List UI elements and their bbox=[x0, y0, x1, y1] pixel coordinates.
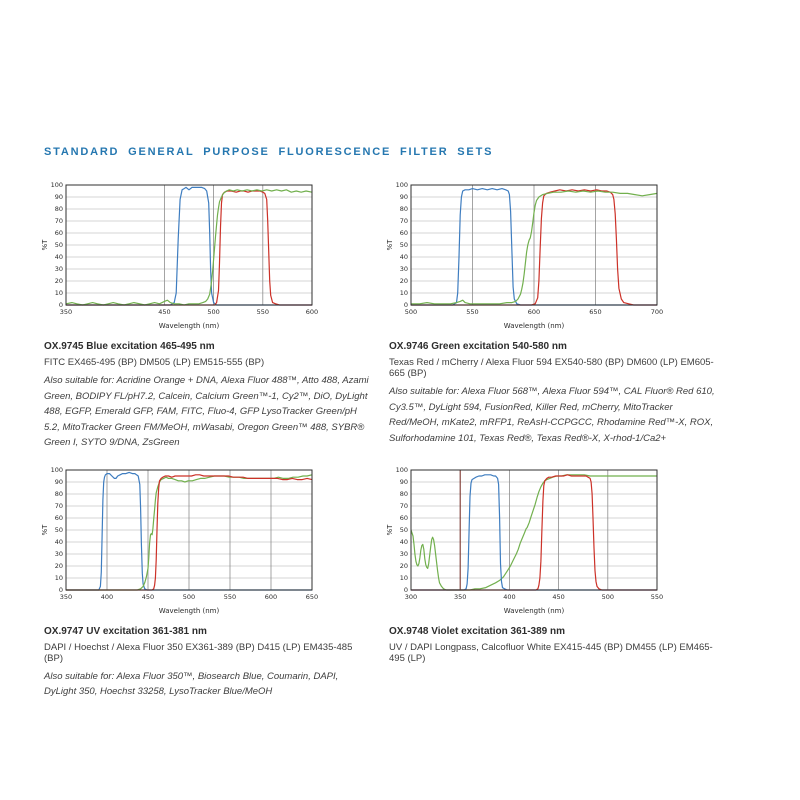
y-tick-label: 50 bbox=[54, 525, 63, 534]
series-dichroic-longpass bbox=[66, 190, 312, 305]
spectrum-plot bbox=[385, 180, 665, 332]
y-tick-label: 30 bbox=[399, 265, 408, 274]
y-axis-label: %T bbox=[41, 524, 49, 535]
y-axis-label: %T bbox=[386, 524, 394, 535]
series-dichroic-longpass bbox=[411, 474, 657, 589]
page-title: STANDARD GENERAL PURPOSE FLUORESCENCE FILTER SETS bbox=[44, 146, 494, 158]
y-axis-label: %T bbox=[386, 239, 394, 251]
x-tick-label: 500 bbox=[404, 308, 418, 316]
y-tick-label: 100 bbox=[50, 465, 63, 474]
x-tick-label: 350 bbox=[59, 308, 73, 316]
filter-set-spec: UV / DAPI Longpass, Calcofluor White EX415-445 (BP) DM455 (LP) EM465-495 (LP) bbox=[389, 641, 713, 664]
x-tick-label: 350 bbox=[453, 592, 467, 601]
x-tick-label: 350 bbox=[59, 592, 73, 601]
y-tick-label: 30 bbox=[54, 549, 63, 558]
filter-set-also-suitable: Also suitable for: Acridine Orange + DNA, Alexa Fluor 488™, Atto 488, Azami Green, BODIPY FL/pH7.2, Calcein, Calcium Green™-1, Cy2™, DiO, DyLight 488, EGFP, Emerald GFP, FAM, FITC, Fluo-4, GFP LysoTracker Green/pH 5.2, MitoTracker Green FM/MeOH, mWasabi, Oregon Green™ 488, SYBR® Green I, SYTO 9/DNA, ZsGreen bbox=[44, 375, 369, 448]
y-tick-label: 50 bbox=[399, 525, 408, 534]
x-tick-label: 550 bbox=[256, 308, 270, 316]
y-tick-label: 0 bbox=[58, 585, 63, 594]
y-tick-label: 90 bbox=[399, 477, 408, 486]
y-tick-label: 0 bbox=[58, 301, 63, 310]
spectrum-chart-ox9746 bbox=[385, 180, 665, 332]
filter-set-ox9746 bbox=[385, 180, 716, 451]
filter-set-also-suitable: Also suitable for: Alexa Fluor 350™, Biosearch Blue, Coumarin, DAPI, DyLight 350, Hoechst 33258, LysoTracker Blue/MeOH bbox=[44, 670, 339, 697]
y-tick-label: 100 bbox=[395, 465, 408, 474]
x-axis-label: Wavelength (nm) bbox=[158, 606, 220, 615]
y-tick-label: 0 bbox=[403, 301, 408, 310]
y-tick-label: 10 bbox=[399, 573, 408, 582]
filter-set-heading: OX.9747 UV excitation 361-381 nm bbox=[44, 625, 207, 637]
y-tick-label: 0 bbox=[403, 585, 408, 594]
y-tick-label: 20 bbox=[54, 277, 63, 286]
y-tick-label: 70 bbox=[54, 501, 63, 510]
y-tick-label: 20 bbox=[399, 561, 408, 570]
filter-set-spec: DAPI / Hoechst / Alexa Fluor 350 EX361-389 (BP) D415 (LP) EM435-485 (BP) bbox=[44, 641, 353, 664]
y-tick-label: 60 bbox=[399, 229, 408, 238]
x-tick-label: 500 bbox=[207, 308, 220, 316]
series-emission-bandpass bbox=[66, 191, 312, 305]
filter-set-heading: OX.9748 Violet excitation 361-389 nm bbox=[389, 625, 566, 637]
y-tick-label: 40 bbox=[399, 253, 408, 262]
y-tick-label: 70 bbox=[399, 217, 408, 226]
x-tick-label: 600 bbox=[305, 308, 319, 316]
y-tick-label: 100 bbox=[50, 181, 63, 190]
x-tick-label: 400 bbox=[100, 592, 114, 601]
filter-set-spec: Texas Red / mCherry / Alexa Fluor 594 EX540-580 (BP) DM600 (LP) EM605-665 (BP) bbox=[389, 357, 714, 379]
series-excitation-bandpass bbox=[411, 474, 657, 589]
spectrum-chart-ox9748 bbox=[385, 465, 665, 617]
x-axis-label: Wavelength (nm) bbox=[503, 322, 565, 330]
x-tick-label: 550 bbox=[650, 592, 664, 601]
x-tick-label: 550 bbox=[466, 308, 479, 316]
x-tick-label: 600 bbox=[527, 308, 541, 316]
x-tick-label: 650 bbox=[589, 308, 602, 316]
x-tick-label: 450 bbox=[158, 308, 171, 316]
filter-set-grid bbox=[40, 180, 720, 700]
y-tick-label: 30 bbox=[54, 265, 63, 274]
y-tick-label: 70 bbox=[54, 217, 63, 226]
spectrum-plot bbox=[40, 465, 320, 617]
x-axis-label: Wavelength (nm) bbox=[158, 322, 220, 330]
spectrum-chart-ox9745 bbox=[40, 180, 320, 332]
x-tick-label: 600 bbox=[264, 592, 278, 601]
filter-set-heading: OX.9746 Green excitation 540-580 nm bbox=[389, 341, 567, 352]
y-tick-label: 90 bbox=[399, 193, 408, 202]
y-tick-label: 20 bbox=[54, 561, 63, 570]
x-tick-label: 650 bbox=[305, 592, 319, 601]
y-tick-label: 80 bbox=[399, 205, 408, 214]
x-tick-label: 400 bbox=[503, 592, 516, 601]
filter-set-spec: FITC EX465-495 (BP) DM505 (LP) EM515-555 (BP) bbox=[44, 357, 265, 368]
y-tick-label: 10 bbox=[399, 289, 408, 298]
y-tick-label: 40 bbox=[54, 253, 63, 262]
x-tick-label: 450 bbox=[141, 592, 155, 601]
y-tick-label: 100 bbox=[395, 181, 408, 190]
y-tick-label: 50 bbox=[399, 241, 408, 250]
y-axis-label: %T bbox=[41, 239, 49, 251]
filter-set-ox9747 bbox=[40, 465, 371, 700]
y-tick-label: 60 bbox=[399, 513, 408, 522]
y-tick-label: 80 bbox=[399, 489, 408, 498]
x-tick-label: 450 bbox=[552, 592, 565, 601]
spectrum-chart-ox9747 bbox=[40, 465, 320, 617]
x-axis-label: Wavelength (nm) bbox=[503, 606, 565, 615]
x-tick-label: 700 bbox=[650, 308, 664, 316]
y-tick-label: 50 bbox=[54, 241, 63, 250]
y-tick-label: 60 bbox=[54, 229, 63, 238]
y-tick-label: 10 bbox=[54, 289, 63, 298]
x-tick-label: 300 bbox=[404, 592, 418, 601]
y-tick-label: 10 bbox=[54, 573, 63, 582]
y-tick-label: 90 bbox=[54, 193, 63, 202]
y-tick-label: 80 bbox=[54, 205, 63, 214]
y-tick-label: 20 bbox=[399, 277, 408, 286]
y-tick-label: 30 bbox=[399, 549, 408, 558]
x-tick-label: 500 bbox=[182, 592, 196, 601]
x-tick-label: 500 bbox=[601, 592, 615, 601]
y-tick-label: 40 bbox=[399, 537, 408, 546]
filter-set-ox9748 bbox=[385, 465, 716, 700]
spectrum-plot bbox=[385, 465, 665, 617]
series-excitation-bandpass bbox=[66, 187, 312, 305]
y-tick-label: 70 bbox=[399, 501, 408, 510]
y-tick-label: 80 bbox=[54, 489, 63, 498]
series-emission-bandpass bbox=[411, 474, 657, 589]
filter-set-ox9745 bbox=[40, 180, 371, 451]
filter-set-heading: OX.9745 Blue excitation 465-495 nm bbox=[44, 341, 215, 352]
x-tick-label: 550 bbox=[223, 592, 237, 601]
y-tick-label: 40 bbox=[54, 537, 63, 546]
y-tick-label: 90 bbox=[54, 477, 63, 486]
filter-set-also-suitable: Also suitable for: Alexa Fluor 568™, Alexa Fluor 594™, CAL Fluor® Red 610, Cy3.5™, DyLight 594, FusionRed, Killer Red, mCherry, MitoTracker Red/MeOH, mKate2, mRFP1, ReAsH-CCPGCC, Rhodamine Red™-X, ROX, Sulforhodamine 101, Texas Red®, Texas Red®-X, X-rhod-1/Ca2+ bbox=[389, 386, 715, 444]
y-tick-label: 60 bbox=[54, 513, 63, 522]
spectrum-plot bbox=[40, 180, 320, 332]
